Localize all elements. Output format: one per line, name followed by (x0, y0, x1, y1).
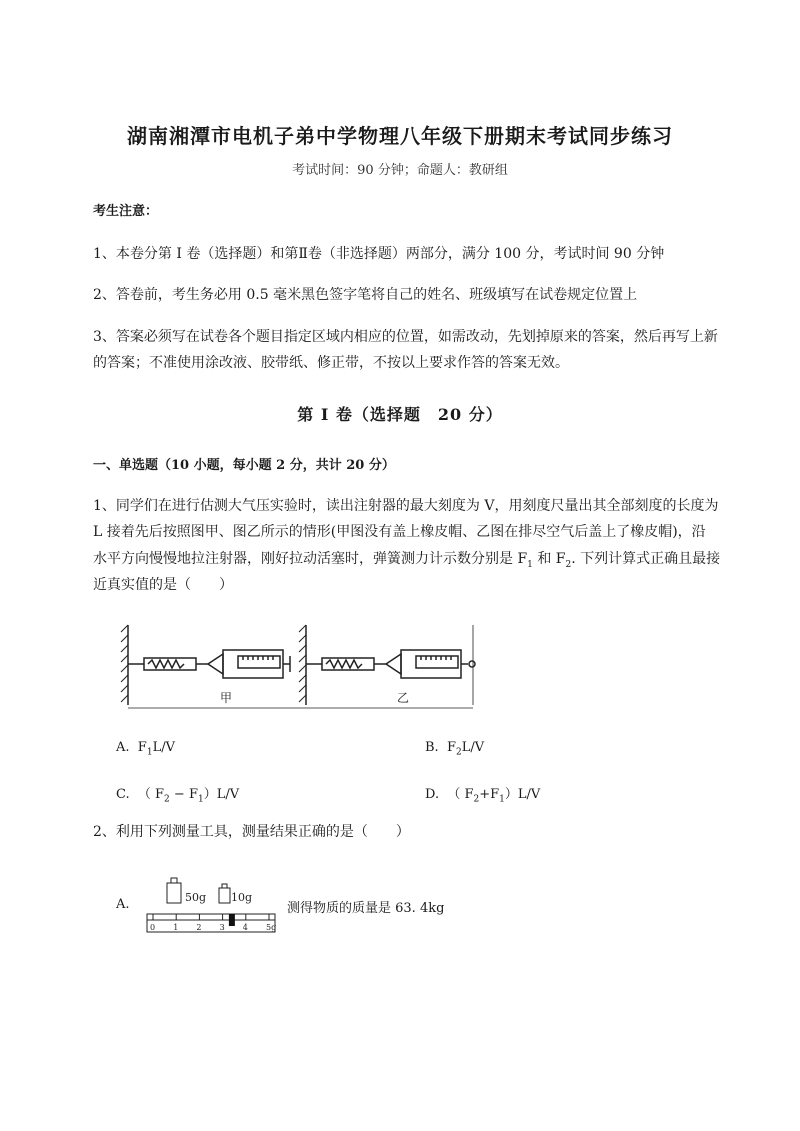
rider-scale (147, 914, 275, 932)
scale-tick-label: 3 (219, 923, 225, 932)
weight-10g-knob (222, 884, 227, 888)
weight-50g-label: 50g (185, 891, 207, 904)
notice-item-1: 1、本卷分第 I 卷（选择题）和第Ⅱ卷（非选择题）两部分，满分 100 分，考试时间 90 分钟 (93, 246, 665, 262)
notice-item-3: 3、答案必须写在试卷各个题目指定区域内相应的位置，如需改动，先划掉原来的答案，然后再写上新 (93, 329, 718, 345)
figure-label-yi: 乙 (397, 691, 410, 705)
weight-50g-body (167, 883, 181, 903)
rubber-cap (469, 661, 475, 667)
scale-tick-label: 1 (173, 923, 179, 932)
rider-marker (229, 914, 235, 926)
q1-option-b[interactable]: B. $F_2L/V$ (425, 740, 485, 758)
q2-option-a-text[interactable]: 测得物质的质量是 63. 4kg (287, 901, 445, 916)
syringe-nozzle-right (386, 654, 401, 674)
syringe-barrel-right (401, 650, 461, 678)
q1-option-d[interactable]: D. （ $F_2+F_1)L/V$ (425, 787, 541, 805)
exam-info: 考试时间：90 分钟；命题人：教研组 (292, 163, 508, 178)
scale-tick-label: 2 (196, 923, 202, 932)
q1-line-2: L 接着先后按照图甲、图乙所示的情形(甲图没有盖上橡皮帽、乙图在排尽空气后盖上了橡皮帽)，沿 (93, 524, 706, 540)
scale-tick-label: 5g (266, 923, 277, 932)
figure-label-jia: 甲 (220, 691, 233, 705)
weight-50g-knob (171, 878, 177, 883)
scale-tick-label: 4 (242, 923, 248, 932)
q2-stem: 2、利用下列测量工具，测量结果正确的是（ ） (93, 824, 410, 840)
q2-option-a-letter[interactable]: A. (116, 897, 130, 912)
syringe-barrel-left (223, 650, 283, 678)
part-heading: 一、单选题（10 小题，每小题 2 分，共计 20 分） (93, 458, 395, 473)
q1-option-a[interactable]: A. $F_1L/V$ (116, 740, 175, 758)
syringe-experiment-figure (118, 620, 478, 712)
balance-weights-figure (145, 876, 280, 936)
scale-tick-label: 0 (150, 923, 156, 932)
syringe-nozzle-left (208, 654, 223, 674)
q1-line-3: 水平方向慢慢地拉注射器，刚好拉动活塞时，弹簧测力计示数分别是 $F_1$ 和 $F_2$. 下列计算式正确且最接 (93, 551, 721, 570)
q1-line-4: 近真实值的是（ ） (93, 577, 233, 593)
page-title: 湖南湘潭市电机子弟中学物理八年级下册期末考试同步练习 (127, 124, 673, 148)
weight-10g-body (219, 888, 230, 903)
section-title: 第 I 卷（选择题 20 分） (297, 405, 503, 424)
q1-option-c[interactable]: C. （ $F_2 - F_1)L/V$ (116, 787, 240, 805)
notice-item-3-cont: 的答案；不准使用涂改液、胶带纸、修正带，不按以上要求作答的答案无效。 (93, 355, 569, 371)
q1-line-1: 1、同学们在进行估测大气压实验时，读出注射器的最大刻度为 V，用刻度尺量出其全部刻度的长度为 (93, 498, 719, 514)
notice-item-2: 2、答卷前，考生务必用 0.5 毫米黑色签字笔将自己的姓名、班级填写在试卷规定位置上 (93, 287, 638, 303)
notice-heading: 考生注意： (93, 204, 159, 219)
weight-10g-label: 10g (231, 891, 253, 904)
